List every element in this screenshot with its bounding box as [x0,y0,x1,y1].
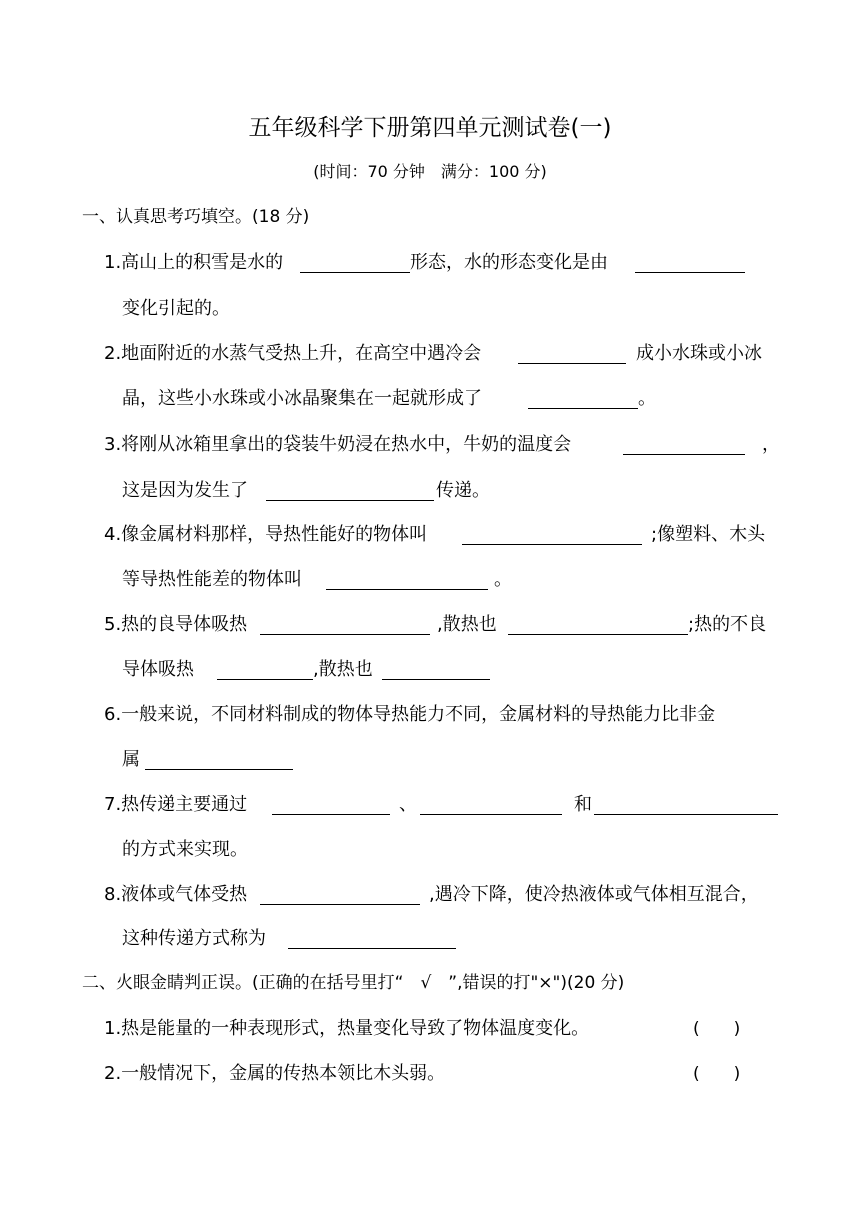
q7-text-a: 7.热传递主要通过 [104,794,248,815]
section-2-heading: 二、火眼金睛判正误。(正确的在括号里打“ √ ”,错误的打"×")(20 分) [82,973,625,993]
q6-blank-1[interactable] [145,769,293,770]
q8-text-c: 这种传递方式称为 [122,928,266,949]
q4-text-a: 4.像金属材料那样，导热性能好的物体叫 [104,524,428,545]
q6-text-b: 属 [122,749,140,770]
q4-text-d: 。 [494,569,512,590]
q4-text-b: ;像塑料、木头 [651,524,766,545]
q2-text-c: 晶，这些小水珠或小冰晶聚集在一起就形成了 [122,388,482,409]
q7-text-d: 的方式来实现。 [122,839,248,860]
q5-blank-1[interactable] [260,634,430,635]
q1-blank-2[interactable] [635,272,745,273]
q3-text-a: 3.将刚从冰箱里拿出的袋装牛奶浸在热水中，牛奶的温度会 [104,434,572,455]
page-title: 五年级科学下册第四单元测试卷(一) [248,115,612,141]
page-subtitle: (时间：70 分钟 满分：100 分) [313,162,547,181]
judgement-item-1-answer-box[interactable]: ( ) [693,1019,741,1039]
q2-text-d: 。 [638,388,656,409]
judgement-item-1-text: 1.热是能量的一种表现形式，热量变化导致了物体温度变化。 [104,1018,590,1039]
q4-blank-1[interactable] [462,544,642,545]
q5-text-b: ,散热也 [437,614,497,635]
judgement-item-2-text: 2.一般情况下，金属的传热本领比木头弱。 [104,1063,446,1084]
q8-blank-2[interactable] [288,948,456,949]
q7-text-b: 、 [399,794,417,815]
q2-blank-2[interactable] [528,408,638,409]
q7-blank-2[interactable] [420,814,562,815]
q5-blank-2[interactable] [508,634,688,635]
q5-blank-4[interactable] [382,679,490,680]
q1-text-a: 1.高山上的积雪是水的 [104,252,284,273]
q5-text-c: ;热的不良 [688,614,767,635]
q8-text-a: 8.液体或气体受热 [104,884,248,905]
section-1-heading: 一、认真思考巧填空。(18 分) [82,207,310,227]
q5-text-d: 导体吸热 [122,659,194,680]
q3-blank-1[interactable] [623,454,745,455]
q2-blank-1[interactable] [518,363,626,364]
q3-text-d: 传递。 [436,480,490,501]
judgement-item-2-answer-box[interactable]: ( ) [693,1064,741,1084]
q5-text-a: 5.热的良导体吸热 [104,614,248,635]
q7-blank-3[interactable] [594,814,778,815]
q1-blank-1[interactable] [300,272,410,273]
q5-blank-3[interactable] [217,679,313,680]
q8-blank-1[interactable] [260,904,420,905]
q1-text-b: 形态，水的形态变化是由 [410,252,608,273]
q2-text-b: 成小水珠或小冰 [636,343,762,364]
q1-text-c: 变化引起的。 [122,298,230,319]
q7-blank-1[interactable] [272,814,390,815]
q3-blank-2[interactable] [266,500,434,501]
q3-text-b: ， [762,434,780,455]
q3-text-c: 这是因为发生了 [122,480,248,501]
q5-text-e: ,散热也 [313,659,373,680]
q6-text-a: 6.一般来说，不同材料制成的物体导热能力不同，金属材料的导热能力比非金 [104,704,716,725]
q4-text-c: 等导热性能差的物体叫 [122,569,302,590]
q7-text-c: 和 [574,794,592,815]
q2-text-a: 2.地面附近的水蒸气受热上升，在高空中遇冷会 [104,343,482,364]
q8-text-b: ,遇冷下降，使冷热液体或气体相互混合， [429,884,759,905]
q4-blank-2[interactable] [326,589,488,590]
